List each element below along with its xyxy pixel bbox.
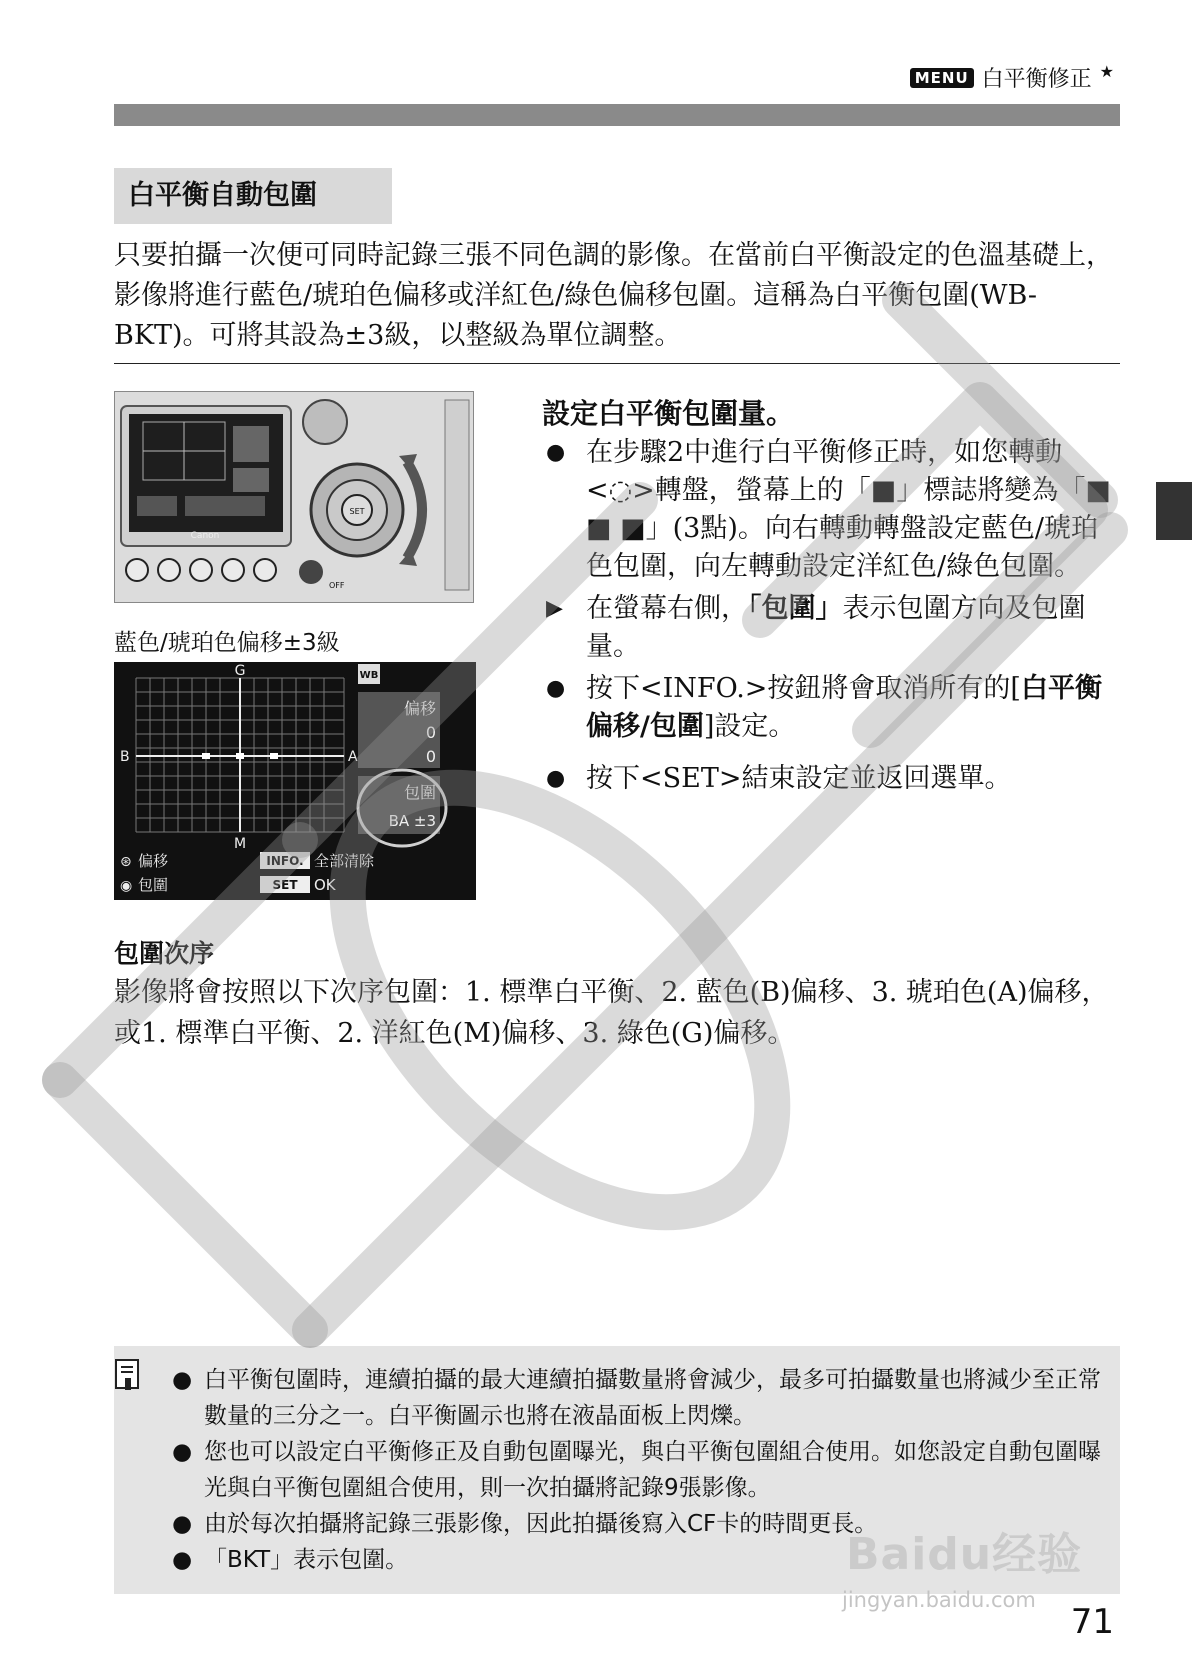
- note-text: 由於每次拍攝將記錄三張影像，因此拍攝後寫入CF卡的時間更長。: [204, 1511, 878, 1537]
- step-title: 設定白平衡包圍量。: [542, 397, 795, 430]
- step-list: [542, 434, 1124, 802]
- note-item: [172, 1434, 1112, 1506]
- bracket-point-b: [202, 753, 210, 759]
- shift-value-1: 0: [425, 723, 436, 742]
- step-text: ]設定。: [703, 711, 796, 742]
- baidu-url-watermark: jingyan.baidu.com: [842, 1588, 1036, 1612]
- camera-brand: Canon: [190, 531, 220, 541]
- shift-value-2: 0: [425, 747, 436, 766]
- dial-icon: ⊛: [120, 854, 132, 870]
- step-text: 按下<INFO.>按鈕將會取消所有的[: [586, 673, 1021, 704]
- order-paragraph: 影像將會按照以下次序包圍：1. 標準白平衡、2. 藍色(B)偏移、3. 琥珀色(A)偏移，或1. 標準白平衡、2. 洋紅色(M)偏移、3. 綠色(G)偏移。: [114, 977, 1109, 1049]
- note-text: 您也可以設定白平衡修正及自動包圍曝光，與白平衡包圍組合使用。如您設定自動包圍曝光與白平衡包圍組合使用，則一次拍攝將記錄9張影像。: [204, 1439, 1101, 1501]
- bullet-icon: ●: [172, 1367, 193, 1393]
- info-action: 全部清除: [314, 852, 375, 870]
- bracket-point-a: [270, 753, 278, 759]
- camera-back-illustration: [114, 391, 474, 603]
- note-text: 「BKT」表示包圍。: [204, 1547, 409, 1573]
- step-item: [542, 760, 1124, 798]
- bullet-icon: ●: [546, 766, 566, 791]
- shift-label: 偏移: [403, 699, 436, 718]
- step-bold-text: 「包圍」: [748, 593, 843, 624]
- note-text: 白平衡包圍時，連續拍攝的最大連續拍攝數量將會減少，最多可拍攝數量也將減少至正常數量的三分之一。白平衡圖示也將在液晶面板上閃爍。: [204, 1367, 1101, 1429]
- set-key: SET: [272, 878, 298, 892]
- header-title: 白平衡修正: [981, 67, 1092, 92]
- off-label: OFF: [329, 581, 345, 590]
- legend-bracket: 包圍: [138, 876, 169, 894]
- axis-label-g: G: [234, 663, 246, 679]
- subheading: 包圍次序: [114, 939, 215, 968]
- info-key: INFO.: [266, 854, 304, 868]
- step-item: [542, 434, 1124, 586]
- wb-bracket-screen: [114, 662, 476, 900]
- set-button-label: SET: [349, 507, 365, 516]
- step-item: [542, 590, 1124, 666]
- bullet-icon: ●: [172, 1547, 193, 1573]
- divider: [114, 363, 1120, 364]
- axis-label-b: B: [120, 749, 130, 765]
- header-bar: [114, 104, 1120, 126]
- wheel-icon: ◉: [120, 878, 133, 894]
- bracket-value: BA ±3: [388, 812, 436, 830]
- wb-icon: WB: [359, 670, 379, 681]
- running-header: [910, 62, 1114, 93]
- section-title: 白平衡自動包圍: [114, 168, 392, 224]
- figure-caption: 藍色/琥珀色偏移±3級: [114, 630, 340, 656]
- menu-icon: MENU: [910, 68, 974, 88]
- note-icon: [114, 1358, 142, 1392]
- note-item: [172, 1362, 1112, 1434]
- page-number: 71: [1070, 1602, 1114, 1642]
- axis-label-a: A: [348, 749, 358, 765]
- step-text: 在螢幕右側，: [586, 593, 748, 624]
- step-text: 按下<SET>結束設定並返回選單。: [586, 763, 1012, 794]
- bullet-icon: ●: [172, 1439, 193, 1465]
- step-text: 在步驟2中進行白平衡修正時，如您轉動<◌>轉盤，螢幕上的「■」標誌將變為「■ ■ ■」(3點)。向右轉動轉盤設定藍色/琥珀色包圍，向左轉動設定洋紅色/綠色包圍。: [586, 437, 1111, 582]
- star-icon: ★: [1099, 62, 1114, 81]
- chapter-tab: [1156, 482, 1192, 540]
- bracket-label: 包圍: [403, 783, 436, 802]
- bullet-icon: ●: [546, 440, 566, 465]
- arrow-icon: ▶: [546, 596, 563, 621]
- step-item: [542, 670, 1124, 746]
- set-action: OK: [314, 876, 336, 894]
- bracket-point-center: [236, 753, 244, 759]
- step-bold-text: 白平衡偏移/包圍: [586, 673, 1102, 742]
- bullet-icon: ●: [172, 1511, 193, 1537]
- legend-shift: 偏移: [138, 852, 169, 870]
- baidu-watermark: Baidu经验: [846, 1529, 1083, 1580]
- step-text: 表示包圍方向及包圍量。: [586, 593, 1086, 662]
- axis-label-m: M: [233, 836, 247, 852]
- bullet-icon: ●: [546, 676, 566, 701]
- intro-paragraph: 只要拍攝一次便可同時記錄三張不同色調的影像。在當前白平衡設定的色溫基礎上，影像將進行藍色/琥珀色偏移或洋紅色/綠色偏移包圍。這稱為白平衡包圍(WB-BKT)。可將其設為±3級，以整級為單位調整。: [114, 240, 1113, 351]
